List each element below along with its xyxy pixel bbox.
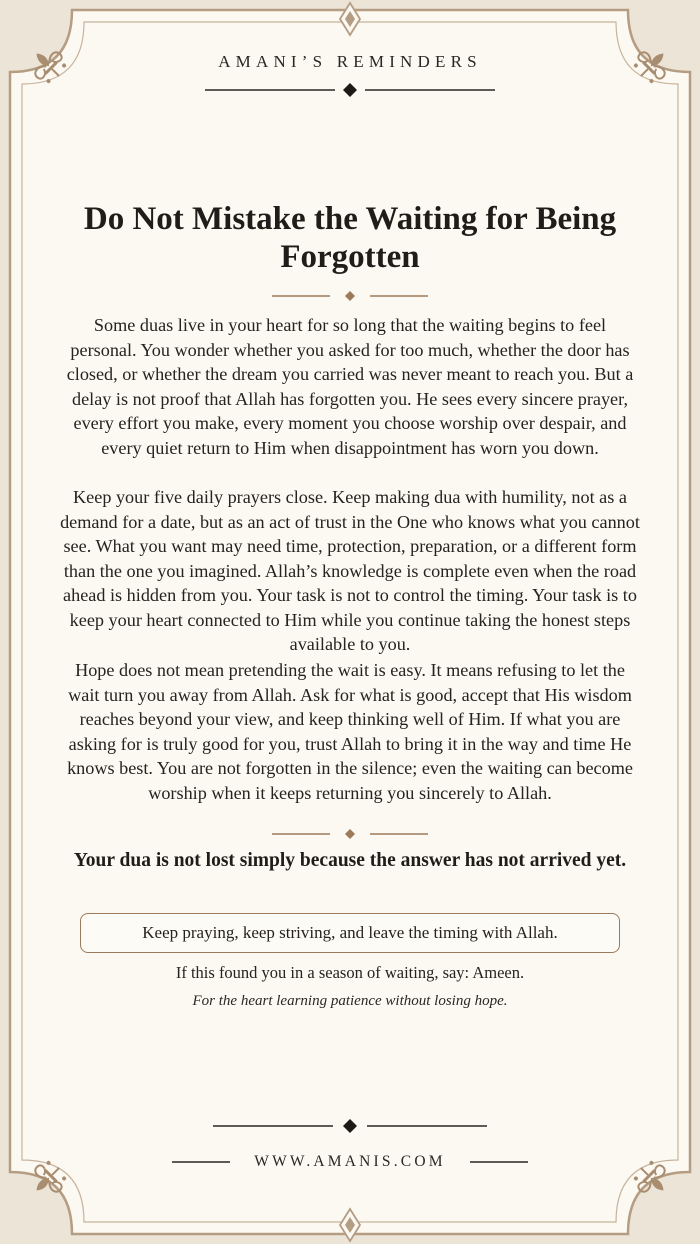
callout-box (80, 913, 620, 953)
dedication-line: For the heart learning patience without losing hope. (192, 993, 508, 1009)
emphasis-statement: Your dua is not lost simply because the answer has not arrived yet. (73, 850, 627, 871)
website-link[interactable]: WWW.AMANIS.COM (254, 1153, 446, 1170)
ameen-prompt: If this found you in a season of waiting, say: Ameen. (175, 963, 525, 982)
paragraph-1: Some duas live in your heart for so long that the waiting begins to feel personal. You wonder whether you asked for too much, whether the door has closed, or whether the dream you carried was never meant to reach you. But a delay is not proof that Allah has forgotten you. He sees every sincere prayer, every effort you make, every moment you choose worship over despair, and every quiet return to Him when disappointment has worn you down. (66, 315, 634, 458)
page-title: Do Not Mistake the Waiting for Being Forgotten (83, 201, 617, 275)
paragraph-2: Keep your five daily prayers close. Keep making dua with humility, not as a demand for a date, but as an act of trust in the One who knows what you cannot see. What you want may need time, protection, preparation, or a different form than the one you imagined. Allah’s knowledge is complete even when the road ahead is hidden from you. Your task is not to control the timing. Your task is to keep your heart connected to Him while you continue taking the honest steps available to you. (60, 487, 640, 654)
callout-text: Keep praying, keep striving, and leave the timing with Allah. (142, 923, 558, 942)
paragraph-3: Hope does not mean pretending the wait is easy. It means refusing to let the wait turn you away from Allah. Ask for what is good, accept that His wisdom reaches beyond your view, and keep thinking well of Him. If what you are asking for is truly good for you, trust Allah to bring it in the way and time He knows best. You are not forgotten in the silence; even the waiting can become worship when it keeps returning you sincerely to Allah. (67, 660, 633, 803)
brand-title: AMANI’S REMINDERS (218, 52, 482, 71)
